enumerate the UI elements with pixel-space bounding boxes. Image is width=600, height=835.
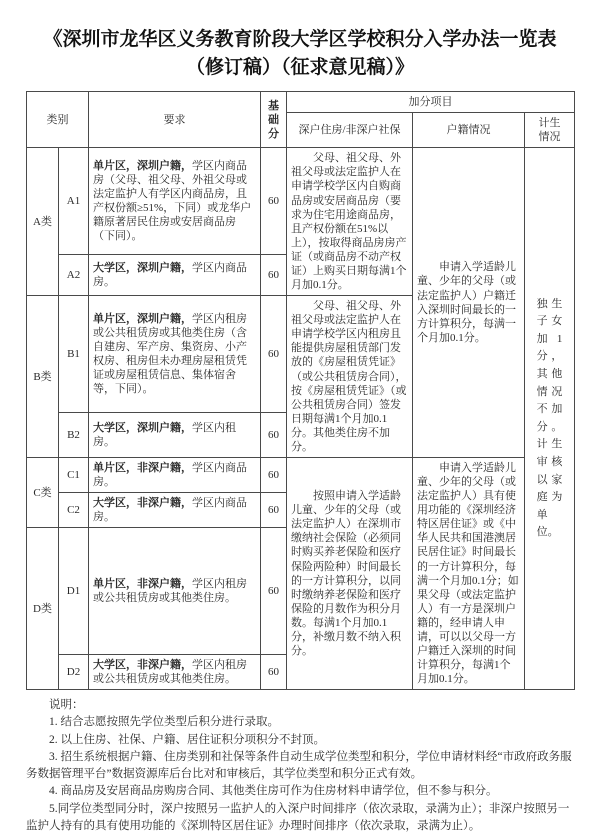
bonus-housing-cell-b: [287, 296, 413, 458]
group-cell-c: C类: [27, 457, 59, 527]
header-bonus-housing: 深户住房/非深户社保: [287, 113, 413, 148]
requirement-cell-b2: [89, 413, 261, 458]
code-cell-b2: B2: [59, 413, 89, 458]
bonus-hukou-cd-text: 申请入学适龄儿童、少年的父母（或法定监护人）具有使用功能的《深圳经济特区居住证》或《中华人民共和国港澳居民居住证》时间最长的一方计算积分，每满一个月加0.1分；如果父母（或法定监护人）有一方是深圳户籍的，经申请人申请，可以以父母一方户籍迁入深圳的时间计算积分，每满1个月加0.1分。: [417, 461, 519, 686]
table-header-row-1: [27, 92, 575, 113]
requirement-c2-bold: 大学区，非深户籍，: [93, 497, 192, 510]
requirement-a1-bold: 单片区，深圳户籍，: [93, 159, 192, 172]
notes-label: 说明：: [49, 699, 84, 712]
bonus-housing-a-text: 父母、祖父母、外祖父母或法定监护人在申请学校学区内自购商品房或安居商品房（要求为住宅用途商品房，且产权份额在51%以上），按取得商品房房产证（或商品房不动产权证）上购买日期每满1个月加0.1分。: [291, 152, 407, 292]
bonus-hukou-ab-text: 申请入学适龄儿童、少年的父母（或法定监护人）户籍迁入深圳时间最长的一方计算积分，每满一个月加0.1分。: [417, 261, 516, 344]
requirement-cell-b1: [89, 296, 261, 413]
header-base-score-text: 基础分: [267, 99, 279, 140]
bonus-family-planning-cell: [525, 148, 575, 690]
notes-section: [26, 697, 574, 835]
requirement-a2-rest: 学区内商品房。: [93, 262, 247, 289]
note-item-1: 1. 结合志愿按照先学位类型后积分进行录取。: [49, 716, 279, 729]
group-cell-d: D类: [27, 528, 59, 690]
base-score-cell-b1: 60: [261, 296, 287, 413]
header-base-score: [261, 92, 287, 148]
code-cell-b1: B1: [59, 296, 89, 413]
requirement-d2-rest: 学区内租房或公共租赁房或其他类住房。: [93, 659, 247, 686]
requirement-cell-d2: [89, 655, 261, 690]
header-category: 类别: [27, 92, 89, 148]
page-title: 《深圳市龙华区义务教育阶段大学区学校积分入学办法一览表（修订稿）（征求意见稿）》: [43, 29, 557, 78]
header-bonus-hukou: 户籍情况: [413, 113, 525, 148]
table-row-a1: [27, 148, 575, 255]
code-cell-a2: A2: [59, 255, 89, 296]
requirement-c2-rest: 学区内商品房。: [93, 497, 247, 524]
requirement-c1-rest: 学区内商品房。: [93, 461, 247, 489]
requirement-cell-a1: [89, 148, 261, 255]
requirement-a1-rest: 学区内商品房（父母、祖父母、外祖父母或法定监护人有学区内商品房，且产权份额≥51%，下同）或龙华户籍原著居民住房或安居商品房（下同）。: [93, 159, 252, 243]
bonus-housing-cell-cd: [287, 457, 413, 689]
header-requirement: 要求: [89, 92, 261, 148]
code-cell-d2: D2: [59, 655, 89, 690]
group-cell-b: B类: [27, 296, 59, 458]
requirement-cell-c2: [89, 493, 261, 528]
base-score-cell-c2: 60: [261, 493, 287, 528]
requirement-c1-bold: 单片区，非深户籍，: [93, 461, 192, 474]
note-item-5: 5.同学位类型同分时，深户按照另一监护人的入深户时间排序（依次录取，录满为止）；非深户按照另一监护人持有的具有使用功能的《深圳特区居住证》办理时间排序（依次录取，录满为止）。: [26, 802, 570, 832]
requirement-d1-bold: 单片区，非深户籍，: [93, 578, 192, 591]
score-table: [26, 91, 575, 690]
code-cell-a1: A1: [59, 148, 89, 255]
table-row-c1: [27, 457, 575, 492]
note-item-3: 3. 招生系统根据户籍、住房类别和社保等条件自动生成学位类型和积分，学位申请材料经“市政府政务服务数据管理平台”数据资源库后台比对和审核后，其学位类型和积分正式有效。: [26, 750, 572, 781]
requirement-cell-c1: [89, 457, 261, 492]
base-score-cell-a1: 60: [261, 148, 287, 255]
requirement-b1-rest: 学区内租房或公共租赁房或其他类住房（含自建房、军产房、集资房、小产权房、租房但未办理房屋租赁凭证或房屋租赁信息、集体宿舍等，下同）。: [93, 312, 247, 396]
code-cell-c1: C1: [59, 457, 89, 492]
header-bonus-group: 加分项目: [287, 92, 575, 113]
note-item-4: 4. 商品房及安居商品房购房合同、其他类住房可作为住房材料申请学位，但不参与积分。: [49, 785, 498, 798]
bonus-hukou-cell-cd: [413, 457, 525, 689]
header-bonus-family-planning: [525, 113, 575, 148]
requirement-a2-bold: 大学区，深圳户籍，: [93, 262, 192, 275]
group-cell-a: A类: [27, 148, 59, 296]
base-score-cell-a2: 60: [261, 255, 287, 296]
base-score-cell-c1: 60: [261, 457, 287, 492]
base-score-cell-b2: 60: [261, 413, 287, 458]
requirement-b2-bold: 大学区，深圳户籍，: [93, 421, 192, 434]
bonus-housing-cell-a: [287, 148, 413, 296]
note-item-2: 2. 以上住房、社保、户籍、居住证积分项积分不封顶。: [49, 733, 325, 746]
header-bonus-family-planning-text: 计生情况: [538, 117, 561, 144]
requirement-d1-rest: 学区内租房或公共租赁房或其他类住房。: [93, 578, 247, 605]
requirement-b2-rest: 学区内租房。: [93, 421, 236, 448]
bonus-housing-b-text: 父母、祖父母、外祖父母或法定监护人在申请学校学区内租房且能提供房屋租赁部门发放的《房屋租赁凭证》（或公共租赁房合同），按《房屋租赁凭证》（或公共租赁房合同）签发日期每满1个月加0.1分。其他类住房不加分。: [291, 300, 407, 453]
bonus-housing-cd-text: 按照申请入学适龄儿童、少年的父母（或法定监护人）在深圳市缴纳社会保险（必须同时购买养老保险和医疗保险两险种）时间最长的一方计算积分，以同时缴纳养老保险和医疗保险的月数作为积分月数。每满1个月加0.1分，补缴月数不纳入积分。: [291, 490, 401, 657]
requirement-d2-bold: 大学区，非深户籍，: [93, 659, 192, 672]
bonus-hukou-cell-ab: [413, 148, 525, 458]
requirement-cell-d1: [89, 528, 261, 655]
code-cell-d1: D1: [59, 528, 89, 655]
base-score-cell-d2: 60: [261, 655, 287, 690]
requirement-b1-bold: 单片区，深圳户籍，: [93, 312, 192, 325]
base-score-cell-d1: 60: [261, 528, 287, 655]
requirement-cell-a2: [89, 255, 261, 296]
code-cell-c2: C2: [59, 493, 89, 528]
bonus-family-planning-text: 独生子女加1分，其他情况不加分。计生审核以家庭为单位。: [536, 297, 563, 539]
